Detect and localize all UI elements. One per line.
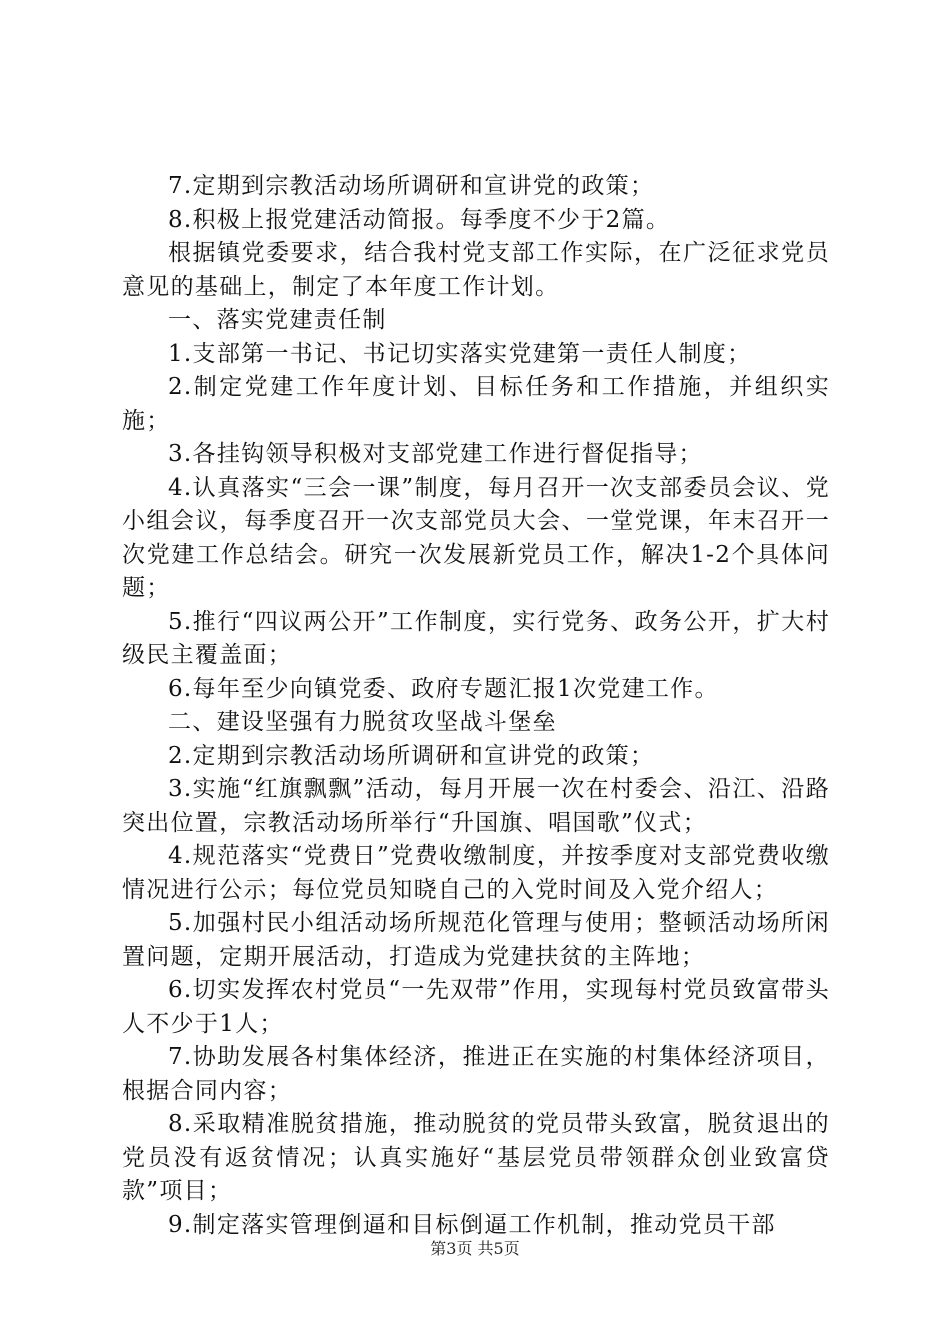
paragraph: 根据镇党委要求，结合我村党支部工作实际，在广泛征求党员意见的基础上，制定了本年度工作计划。 [122, 240, 830, 300]
paragraph: 6.每年至少向镇党委、政府专题汇报1次党建工作。 [168, 675, 719, 702]
paragraph: 9.制定落实管理倒逼和目标倒逼工作机制，推动党员干部 [168, 1211, 776, 1238]
paragraph: 5.推行“四议两公开”工作制度，实行党务、政务公开，扩大村级民主覆盖面； [122, 608, 830, 668]
paragraph: 3.实施“红旗飘飘”活动，每月开展一次在村委会、沿江、沿路突出位置，宗教活动场所举行“升国旗、唱国歌”仪式； [122, 776, 830, 836]
paragraph: 3.各挂钩领导积极对支部党建工作进行督促指导； [168, 441, 703, 467]
document-body [122, 170, 830, 1242]
paragraph: 2.制定党建工作年度计划、目标任务和工作措施，并组织实施； [122, 374, 830, 434]
paragraph: 6.切实发挥农村党员“一先双带”作用，实现每村党员致富带头人不少于1人； [122, 977, 830, 1037]
section-heading: 一、落实党建责任制 [168, 307, 387, 333]
paragraph: 5.加强村民小组活动场所规范化管理与使用；整顿活动场所闲置问题，定期开展活动，打造成为党建扶贫的主阵地； [122, 910, 830, 970]
paragraph: 1.支部第一书记、书记切实落实党建第一责任人制度； [168, 340, 752, 367]
page-number: 第3页 共5页 [430, 1239, 520, 1258]
paragraph: 7.定期到宗教活动场所调研和宣讲党的政策； [168, 173, 655, 199]
paragraph: 2.定期到宗教活动场所调研和宣讲党的政策； [168, 742, 655, 769]
paragraph: 8.积极上报党建活动简报。每季度不少于2篇。 [168, 206, 671, 233]
paragraph: 8.采取精准脱贫措施，推动脱贫的党员带头致富，脱贫退出的党员没有返贫情况；认真实施好“基层党员带领群众创业致富贷款”项目； [122, 1111, 830, 1204]
paragraph: 4.规范落实“党费日”党费收缴制度，并按季度对支部党费收缴情况进行公示；每位党员知晓自己的入党时间及入党介绍人； [122, 843, 830, 903]
paragraph: 7.协助发展各村集体经济，推进正在实施的村集体经济项目，根据合同内容； [122, 1044, 830, 1104]
section-heading: 二、建设坚强有力脱贫攻坚战斗堡垒 [168, 709, 557, 735]
paragraph: 4.认真落实“三会一课”制度，每月召开一次支部委员会议、党小组会议，每季度召开一次支部党员大会、一堂党课，年末召开一次党建工作总结会。研究一次发展新党员工作，解决1-2个具体问题； [122, 474, 830, 601]
